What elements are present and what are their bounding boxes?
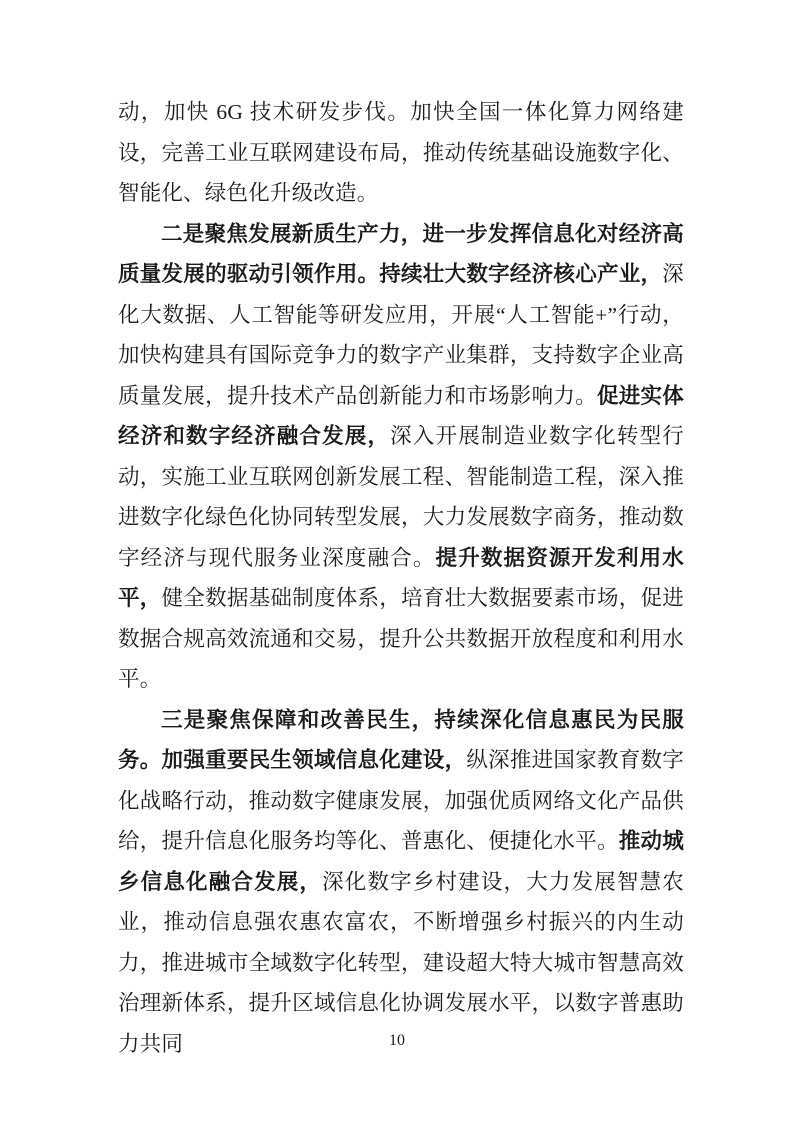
text-run-bold: 三是聚焦保障和改善民生，持续深化信息惠民为民服务。加强重要民生领域信息化建设， xyxy=(118,707,684,772)
text-run: 深化大数据、人工智能等研发应用，开展“人工智能+”行动，加快构建具有国际竞争力的数字产业集群，支持数字企业高质量发展，提升技术产品创新能力和市场影响力。 xyxy=(118,262,684,408)
text-run-bold: 提升数据资源开发利用水平， xyxy=(118,545,685,610)
document-body xyxy=(118,92,684,1064)
text-run: 动，加快 6G 技术研发步伐。加快全国一体化算力网络建设，完善工业互联网建设布局，推动传统基础设施数字化、智能化、绿色化升级改造。 xyxy=(118,100,684,205)
text-run: 深入开展制造业数字化转型行动，实施工业互联网创新发展工程、智能制造工程，深入推进数字化绿色化协同转型发展，大力发展数字商务，推动数字经济与现代服务业深度融合。 xyxy=(118,424,684,570)
text-run: 纵深推进国家教育数字化战略行动，推动数字健康发展，加强优质网络文化产品供给，提升信息化服务均等化、普惠化、便捷化水平。 xyxy=(118,748,684,853)
text-run-bold: 推动城乡信息化融合发展， xyxy=(118,829,684,894)
paragraph xyxy=(118,92,684,214)
text-run-bold: 二是聚焦发展新质生产力，进一步发挥信息化对经济高质量发展的驱动引领作用。持续壮大数字经济核心产业， xyxy=(118,221,684,286)
paragraph xyxy=(118,214,684,700)
text-run: 深化数字乡村建设，大力发展智慧农业，推动信息强农惠农富农，不断增强乡村振兴的内生动力，推进城市全域数字化转型，建设超大特大城市智慧高效治理新体系，提升区域信息化协调发展水平，以数字普惠助力共同 xyxy=(118,869,684,1056)
paragraph xyxy=(118,700,684,1065)
text-run: 健全数据基础制度体系，培育壮大数据要素市场，促进数据合规高效流通和交易，提升公共数据开放程度和利用水平。 xyxy=(118,586,684,691)
text-run-bold: 促进实体经济和数字经济融合发展， xyxy=(118,383,684,448)
page-number: 10 xyxy=(389,1032,405,1049)
